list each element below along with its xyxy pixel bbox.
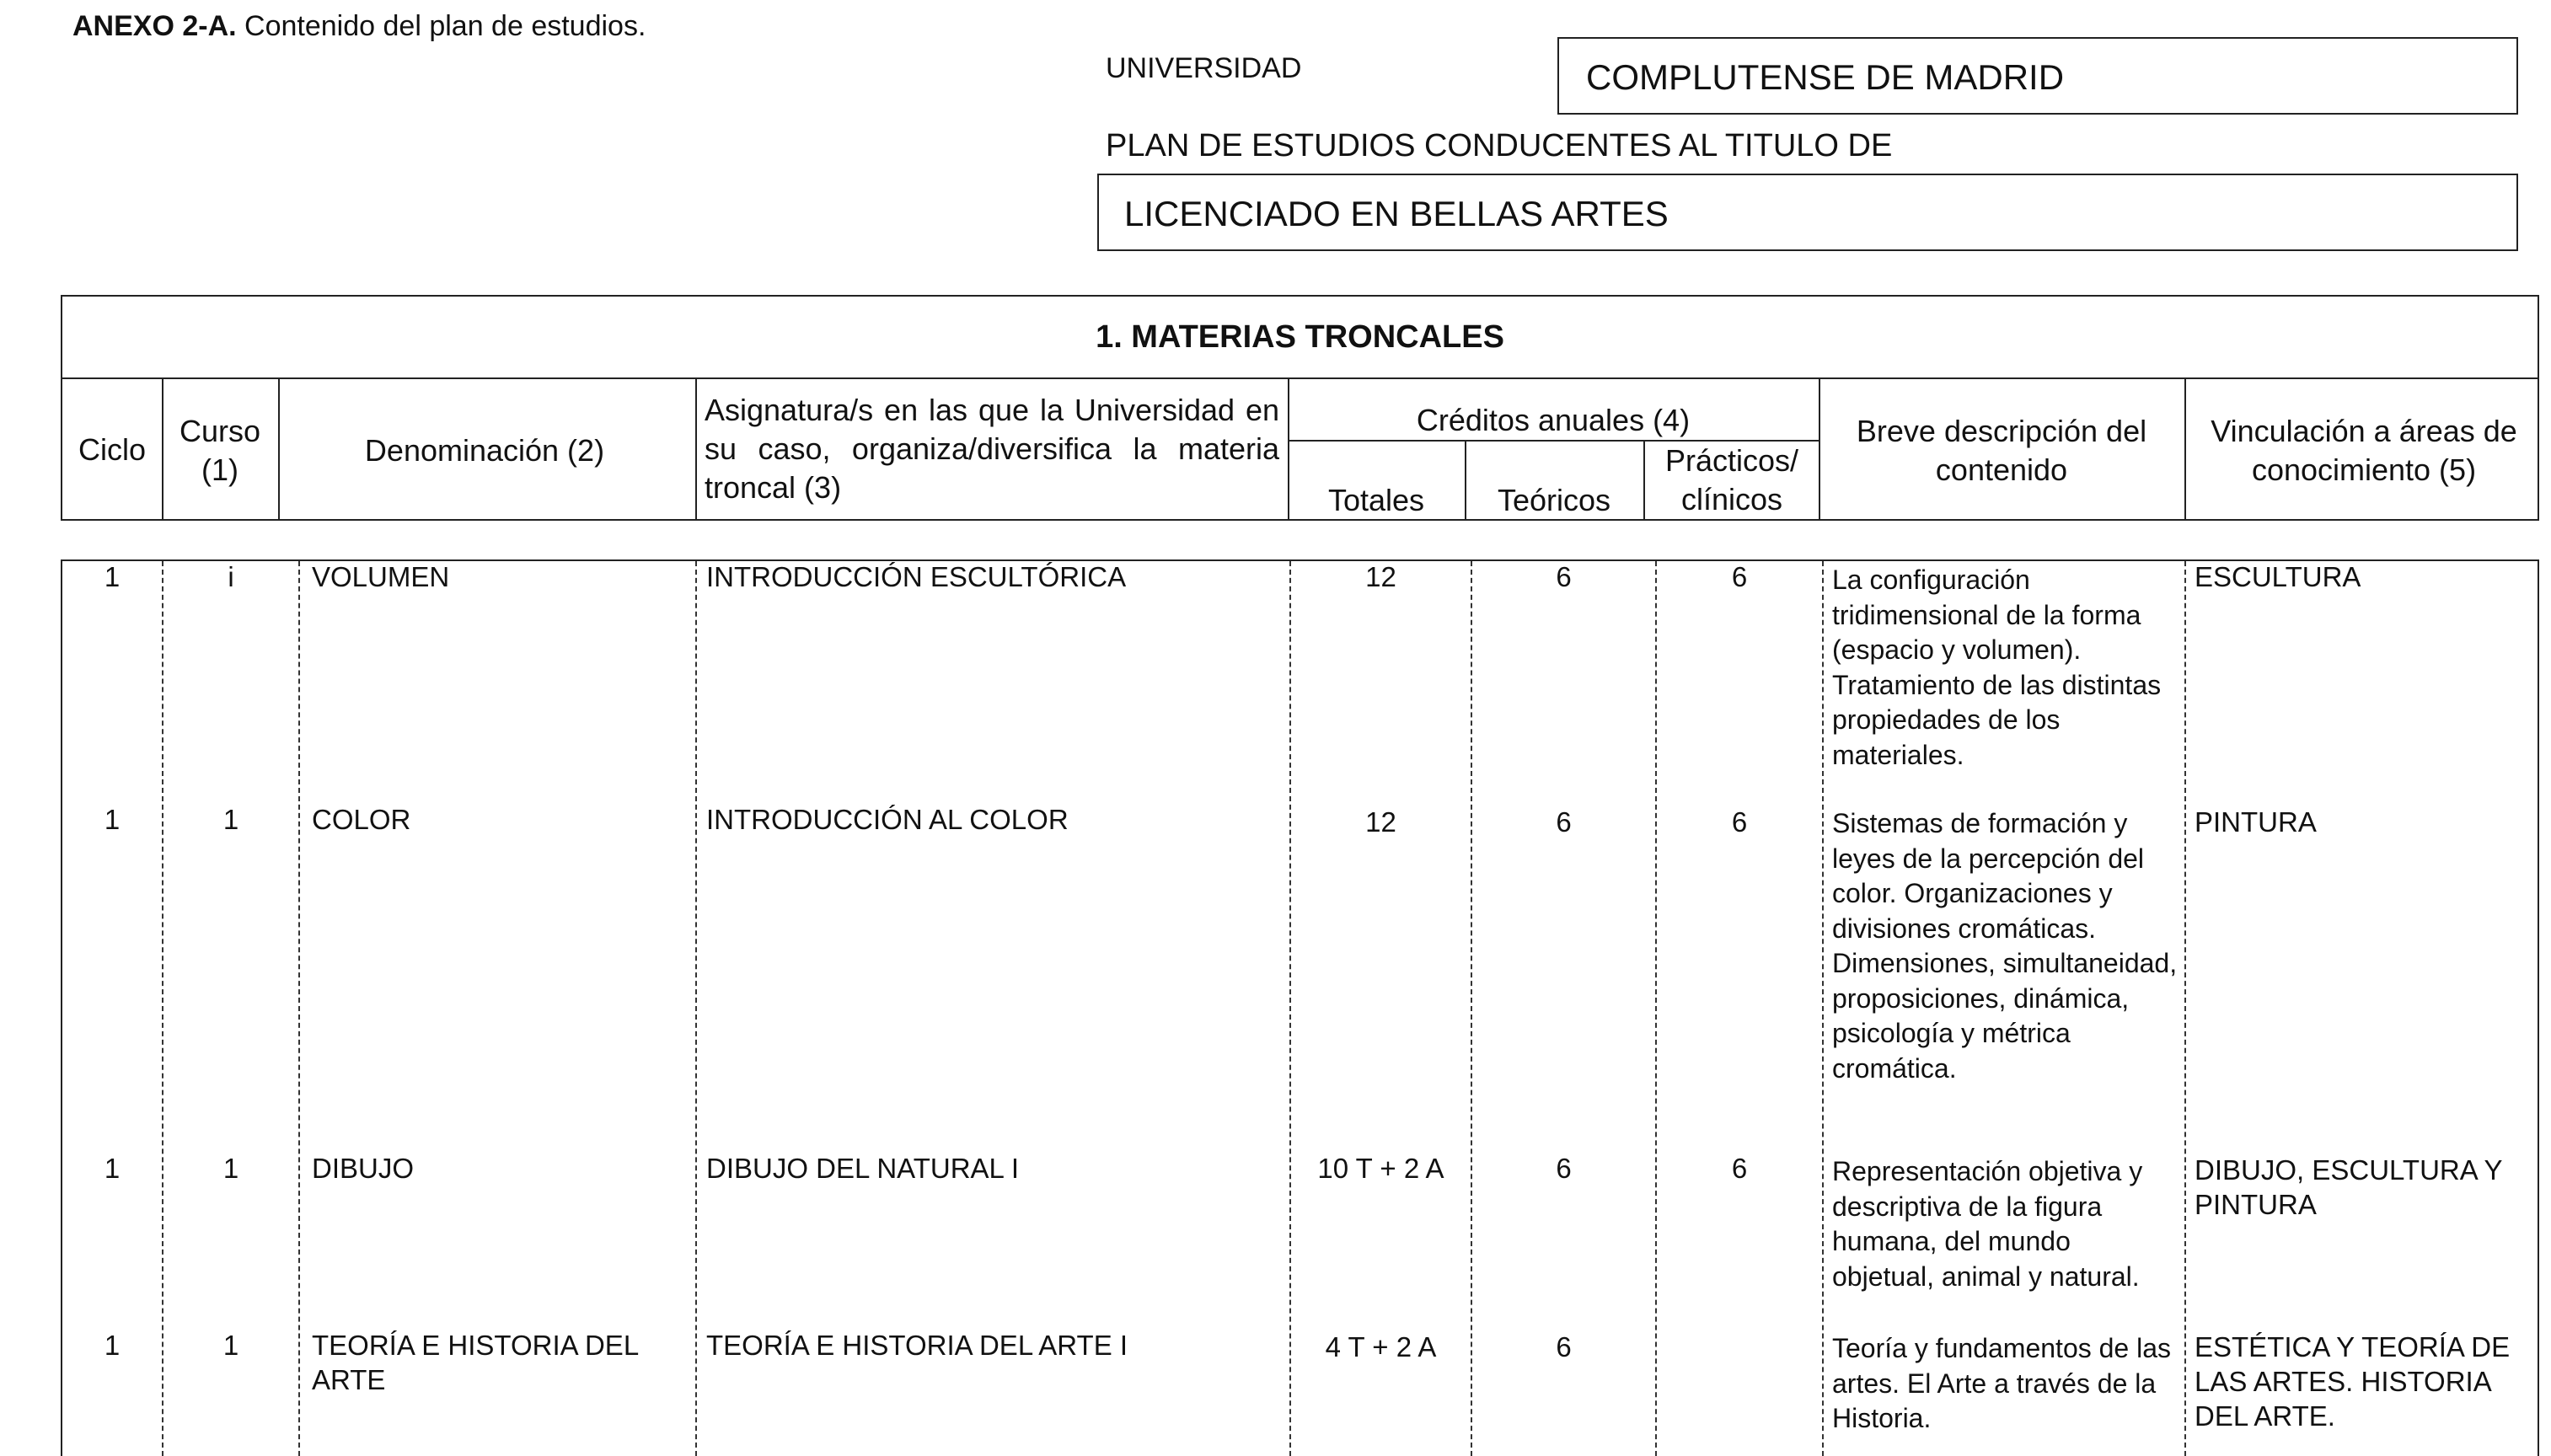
cell-teoricos: 6 xyxy=(1556,806,1572,838)
col-header-asignatura: Asignatura/s en las que la Universidad en su caso, organiza/diversifica la materia troncal (3) xyxy=(705,393,1279,505)
cell-totales: 4 T + 2 A xyxy=(1325,1331,1437,1362)
cell-descripcion: La configuración tridimensional de la forma (espacio y volumen). Tratamiento de las distintas propiedades de los materiales. xyxy=(1832,565,2162,770)
col-header-totales: Totales xyxy=(1327,483,1425,517)
divider xyxy=(1819,379,1820,519)
cell-vinculacion: PINTURA xyxy=(2195,806,2317,838)
cell-descripcion: Representación objetiva y descriptiva de la figura humana, del mundo objetual, animal y natural. xyxy=(1832,1156,2143,1292)
cell-asignatura: TEORÍA E HISTORIA DEL ARTE I xyxy=(706,1330,1128,1361)
cell-teoricos: 6 xyxy=(1556,561,1572,592)
cell-curso: 1 xyxy=(222,1153,239,1184)
divider xyxy=(278,379,280,519)
cell-ciclo: 1 xyxy=(104,804,121,835)
col-header-ciclo: Ciclo xyxy=(78,432,146,467)
annex-heading xyxy=(72,10,646,43)
divider xyxy=(1822,561,1824,1456)
cell-curso: 1 xyxy=(222,1330,239,1361)
cell-denominacion: COLOR xyxy=(312,804,411,835)
cell-curso: i xyxy=(228,561,234,592)
divider xyxy=(695,561,697,1456)
divider xyxy=(1289,561,1291,1456)
cell-descripcion: Sistemas de formación y leyes de la percepción del color. Organizaciones y divisiones cromáticas. Dimensiones, simultaneidad, proposiciones, dinámica, psicología y métrica cromática. xyxy=(1832,808,2178,1084)
col-header-teoricos: Teóricos xyxy=(1497,483,1611,517)
col-header-creditos: Créditos anuales (4) xyxy=(1416,403,1691,437)
cell-asignatura: DIBUJO DEL NATURAL I xyxy=(706,1153,1020,1184)
divider xyxy=(1471,561,1472,1456)
divider xyxy=(162,379,163,519)
cell-descripcion: Teoría y fundamentos de las artes. El Arte a través de la Historia. xyxy=(1832,1333,2172,1433)
col-header-curso: Curso (1) xyxy=(179,414,261,487)
university-label: UNIVERSIDAD xyxy=(1106,52,1302,84)
annex-text: Contenido del plan de estudios. xyxy=(244,10,646,42)
cell-asignatura: INTRODUCCIÓN AL COLOR xyxy=(706,804,1069,835)
cell-ciclo: 1 xyxy=(104,561,121,592)
divider xyxy=(162,561,163,1456)
col-header-practicos: Prácticos/ clínicos xyxy=(1664,443,1799,517)
cell-practicos: 6 xyxy=(1731,561,1748,592)
cell-denominacion: DIBUJO xyxy=(312,1153,415,1184)
cell-vinculacion: ESCULTURA xyxy=(2195,561,2361,592)
col-header-vinculacion: Vinculación a áreas de conocimiento (5) xyxy=(2211,414,2517,487)
cell-denominacion: VOLUMEN xyxy=(312,561,450,592)
divider xyxy=(695,379,697,519)
section-title: 1. MATERIAS TRONCALES xyxy=(62,297,2538,379)
cell-teoricos: 6 xyxy=(1556,1331,1572,1362)
cell-curso: 1 xyxy=(222,804,239,835)
divider xyxy=(1655,561,1657,1456)
cell-totales: 12 xyxy=(1365,806,1396,838)
plan-label: PLAN DE ESTUDIOS CONDUCENTES AL TITULO DE xyxy=(1106,128,1893,163)
cell-ciclo: 1 xyxy=(104,1153,121,1184)
divider xyxy=(2184,561,2186,1456)
cell-asignatura: INTRODUCCIÓN ESCULTÓRICA xyxy=(706,561,1127,592)
university-value: COMPLUTENSE DE MADRID xyxy=(1557,37,2518,115)
cell-totales: 10 T + 2 A xyxy=(1317,1153,1444,1184)
cell-ciclo: 1 xyxy=(104,1330,121,1361)
divider xyxy=(298,561,300,1456)
col-header-descripcion: Breve descripción del contenido xyxy=(1856,414,2147,487)
cell-totales: 12 xyxy=(1365,561,1396,592)
cell-practicos: 6 xyxy=(1731,1153,1748,1184)
cell-teoricos: 6 xyxy=(1556,1153,1572,1184)
cell-denominacion: TEORÍA E HISTORIA DEL ARTE xyxy=(312,1330,638,1395)
cell-practicos: 6 xyxy=(1731,806,1748,838)
degree-title: LICENCIADO EN BELLAS ARTES xyxy=(1097,174,2518,251)
col-header-denominacion: Denominación (2) xyxy=(364,433,605,468)
annex-label: ANEXO 2-A. xyxy=(72,10,237,42)
divider xyxy=(2184,379,2186,519)
cell-vinculacion: ESTÉTICA Y TEORÍA DE LAS ARTES. HISTORIA DEL ARTE. xyxy=(2195,1331,2511,1432)
cell-vinculacion: DIBUJO, ESCULTURA Y PINTURA xyxy=(2195,1154,2502,1220)
